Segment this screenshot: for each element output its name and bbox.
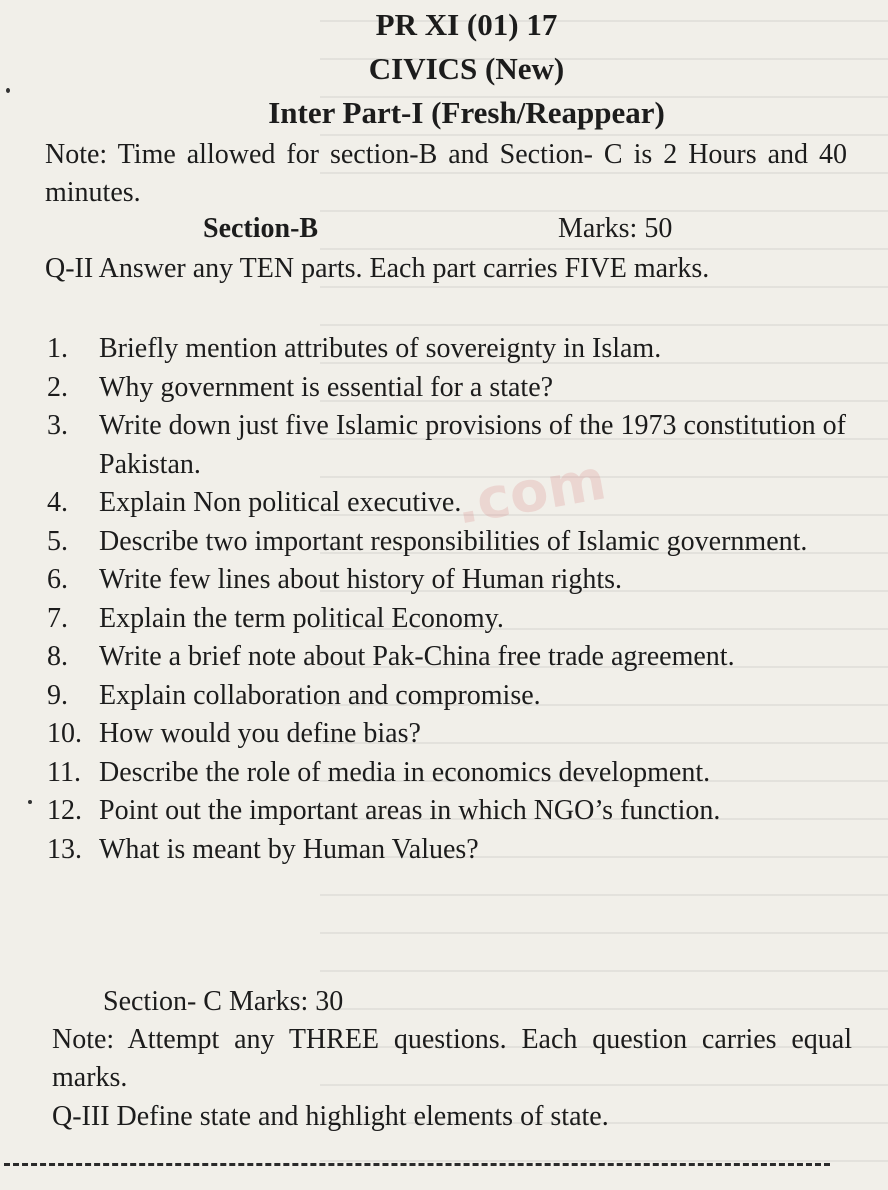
question-text: Write few lines about history of Human rights. <box>99 564 622 595</box>
question-list <box>47 330 847 869</box>
question-text: Describe the role of media in economics development. <box>99 756 711 788</box>
section-b-title: Section-B <box>203 213 319 244</box>
question-item <box>47 484 847 523</box>
part-title: Inter Part-I (Fresh/Reappear) <box>268 95 665 130</box>
question-number: 8. <box>47 641 68 672</box>
question-text: Explain collaboration and compromise. <box>99 679 541 711</box>
section-b-marks: Marks: 50 <box>558 213 673 244</box>
question-item <box>47 638 847 677</box>
question-number: 11. <box>47 756 81 788</box>
question-item <box>47 407 847 484</box>
question-text: How would you define bias? <box>99 718 421 749</box>
subject-title: CIVICS (New) <box>368 51 565 86</box>
question-text: What is meant by Human Values? <box>99 833 479 865</box>
question-text: Write down just five Islamic provisions of the 1973 constitution of Pakistan. <box>99 410 846 480</box>
question-number: 4. <box>47 487 68 518</box>
question-number: 1. <box>47 333 68 364</box>
question-text: Write a brief note about Pak-China free trade agreement. <box>99 641 735 672</box>
ink-speck <box>28 800 32 804</box>
question-item <box>47 330 847 369</box>
question-number: 2. <box>47 371 68 403</box>
question-three: Q-III Define state and highlight elements of state. <box>52 1101 609 1132</box>
dashed-separator <box>4 1163 830 1166</box>
question-item <box>47 754 847 793</box>
question-item <box>47 715 847 754</box>
question-item <box>47 677 847 716</box>
question-number: 5. <box>47 525 68 557</box>
question-item <box>47 561 847 600</box>
question-text: Why government is essential for a state? <box>99 371 554 403</box>
question-text: Briefly mention attributes of sovereignty in Islam. <box>99 333 662 364</box>
time-note: Note: Time allowed for section-B and Section- C is 2 Hours and 40 minutes. <box>45 139 847 208</box>
question-text: Describe two important responsibilities of Islamic government. <box>99 525 808 557</box>
question-number: 6. <box>47 564 68 595</box>
question-item <box>47 600 847 639</box>
section-b-instruction: Q-II Answer any TEN parts. Each part carries FIVE marks. <box>45 253 710 284</box>
question-text: Explain Non political executive. <box>99 487 462 518</box>
question-number: 3. <box>47 410 68 441</box>
question-item <box>47 523 847 562</box>
question-number: 13. <box>47 833 82 865</box>
question-number: 7. <box>47 602 68 634</box>
question-number: 12. <box>47 795 82 826</box>
section-c-heading: Section- C Marks: 30 <box>103 986 344 1017</box>
question-item <box>47 831 847 870</box>
paper-code: PR XI (01) 17 <box>375 7 558 42</box>
question-number: 9. <box>47 679 68 711</box>
question-item <box>47 369 847 408</box>
section-c-note: Note: Attempt any THREE questions. Each question carries equal marks. <box>52 1024 852 1093</box>
question-text: Explain the term political Economy. <box>99 602 504 634</box>
question-item <box>47 792 847 831</box>
question-text: Point out the important areas in which NGO’s function. <box>99 795 721 826</box>
faint-watermark: .com <box>450 447 611 538</box>
question-number: 10. <box>47 718 82 749</box>
